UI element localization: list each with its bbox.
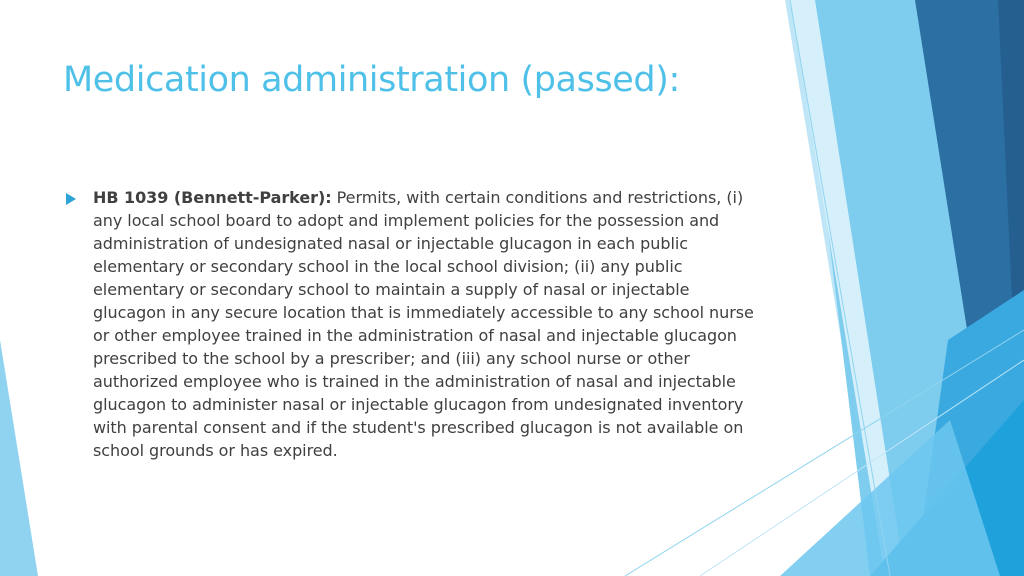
triangle-bullet-icon — [66, 193, 76, 205]
bullet-text — [93, 186, 766, 462]
left-edge-accent-shape — [0, 340, 38, 576]
slide-title: Medication administration (passed): — [63, 60, 680, 100]
bill-description: Permits, with certain conditions and restrictions, (i) any local school board to adopt and implement policies for the possession and administration of undesignated nasal or injectable glucagon in each public elementary or secondary school in the local school division; (ii) any public elementary or secondary school to maintain a supply of nasal or injectable glucagon in any secure location that is immediately accessible to any school nurse or other employee trained in the administration of nasal and injectable glucagon prescribed to the school by a prescriber; and (iii) any school nurse or other authorized employee who is trained in the administration of nasal and injectable glucagon to administer nasal or injectable glucagon from undesignated inventory with parental consent and if the student's prescribed glucagon is not available on school grounds or has expired. — [93, 188, 754, 460]
bill-identifier: HB 1039 (Bennett-Parker): — [93, 188, 332, 207]
bullet-item-hb1039 — [66, 186, 766, 462]
bullet-list — [66, 186, 766, 462]
